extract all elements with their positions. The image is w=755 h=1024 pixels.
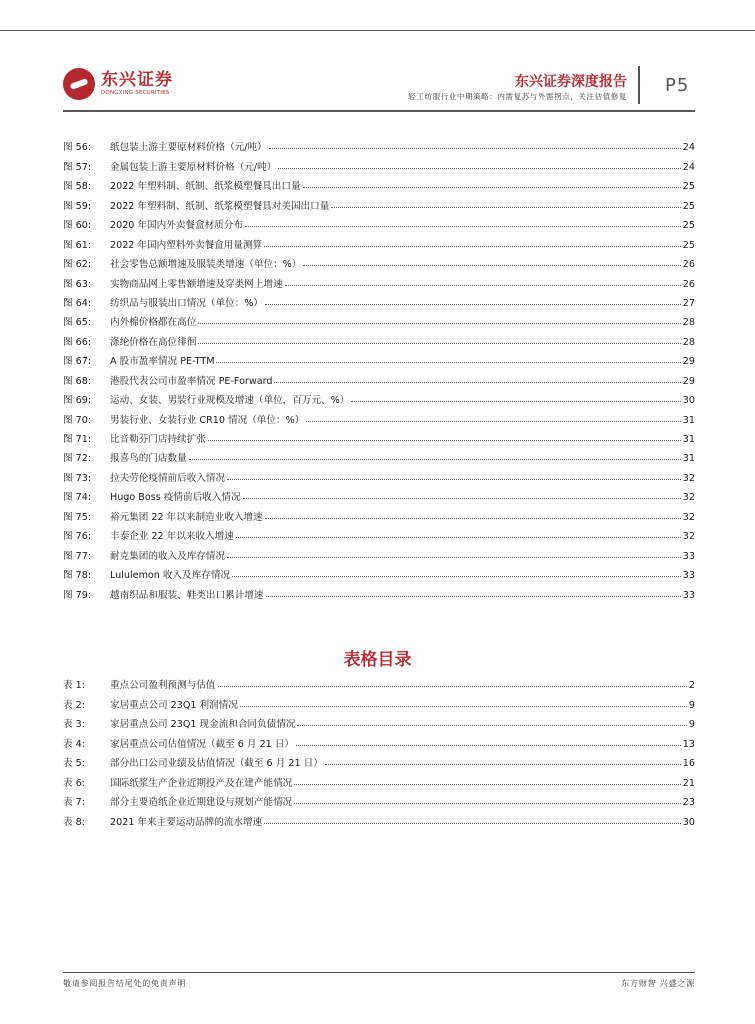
entry-page: 33: [682, 589, 695, 601]
leader-dots: [297, 725, 686, 726]
entry-title: 2022 年塑料制、纸制、纸浆模塑餐具对美国出口量: [110, 200, 330, 212]
tables-heading: 表格目录: [343, 650, 412, 670]
entry-page: 2: [688, 680, 695, 692]
entry-number: 图 70:: [63, 414, 92, 426]
leader-dots: [294, 784, 681, 785]
entry-number: 表 7:: [63, 797, 85, 809]
entry-number: 图 78:: [63, 570, 92, 582]
entry-page: 30: [682, 395, 695, 407]
leader-dots: [265, 518, 681, 519]
entry-number: 表 3:: [63, 719, 85, 731]
table-toc-row[interactable]: [63, 808, 695, 827]
entry-number: 图 62:: [63, 259, 92, 271]
footer-slogan: 东方财智 兴盛之源: [621, 979, 695, 988]
entry-number: 图 60:: [63, 220, 92, 232]
entry-title: 2021 年来主要运动品牌的流水增速: [110, 816, 263, 828]
leader-dots: [232, 576, 681, 577]
entry-title: 男装行业、女装行业 CR10 情况（单位：%）: [110, 414, 305, 426]
entry-page: 25: [682, 200, 695, 212]
leader-dots: [208, 440, 681, 441]
leader-dots: [278, 168, 680, 169]
entry-title: 港股代表公司市盈率情况 PE-Forward: [110, 375, 273, 387]
entry-title: 运动、女装、男装行业规模及增速（单位，百万元、%）: [110, 395, 350, 407]
figure-toc-row[interactable]: [63, 290, 695, 309]
entry-title: 部分主要造纸企业近期建设与规划产能情况: [110, 797, 293, 809]
entry-page: 25: [682, 181, 695, 193]
entry-page: 31: [682, 434, 695, 445]
leader-dots: [236, 537, 681, 538]
entry-number: 图 64:: [63, 297, 92, 309]
figure-toc-row[interactable]: [63, 173, 695, 192]
leader-dots: [198, 323, 680, 324]
figure-toc-row[interactable]: [63, 251, 695, 270]
leader-dots: [303, 187, 681, 188]
entry-title: 比音勒芬门店持续扩张: [110, 434, 206, 445]
table-toc-row[interactable]: [63, 691, 695, 710]
header-divider: [638, 66, 640, 104]
company-logo: [63, 68, 173, 100]
leader-dots: [294, 803, 681, 804]
entry-title: 越南织品和服装、鞋类出口累计增速: [110, 589, 264, 601]
entry-number: 图 68:: [63, 375, 92, 387]
figure-toc-row[interactable]: [63, 153, 695, 172]
entry-page: 21: [682, 777, 695, 789]
entry-page: 9: [688, 719, 695, 731]
figure-toc-row[interactable]: [63, 192, 695, 211]
entry-number: 图 58:: [63, 181, 92, 193]
entry-number: 图 57:: [63, 161, 92, 173]
leader-dots: [303, 265, 680, 266]
leader-dots: [227, 557, 681, 558]
entry-title: 家居重点公司 23Q1 利润情况: [110, 699, 238, 711]
report-title: 东兴证券深度报告: [515, 74, 627, 90]
table-list: [63, 672, 695, 828]
entry-title: 纸包装上游主要原材料价格（元/吨）: [110, 142, 267, 154]
leader-dots: [274, 382, 680, 383]
entry-page: 31: [682, 453, 695, 465]
entry-page: 32: [682, 531, 695, 543]
table-toc-row[interactable]: [63, 672, 695, 691]
leader-dots: [189, 459, 681, 460]
entry-title: 金属包装上游主要原材料价格（元/吨）: [110, 161, 277, 173]
entry-number: 图 73:: [63, 472, 92, 484]
figure-toc-row[interactable]: [63, 484, 695, 503]
figure-toc-row[interactable]: [63, 387, 695, 406]
figure-toc-row[interactable]: [63, 581, 695, 600]
entry-page: 28: [682, 317, 695, 329]
entry-page: 24: [682, 142, 695, 154]
entry-number: 图 63:: [63, 278, 92, 290]
entry-page: 23: [682, 797, 695, 809]
entry-title: 2022 年国内塑料外卖餐盒用量测算: [110, 239, 263, 251]
entry-number: 图 59:: [63, 200, 92, 212]
leader-dots: [306, 421, 680, 422]
table-toc-row[interactable]: [63, 750, 695, 769]
entry-title: A 股市盈率情况 PE-TTM: [110, 356, 215, 368]
entry-title: 社会零售总额增速及服装类增速（单位：%）: [110, 259, 302, 271]
entry-page: 27: [682, 297, 695, 309]
entry-title: 家居重点公司 23Q1 现金流和合同负债情况: [110, 719, 296, 731]
logo-chinese-name: 东兴证券: [101, 70, 173, 90]
entry-page: 32: [682, 492, 695, 504]
entry-page: 28: [682, 336, 695, 348]
entry-page: 30: [682, 816, 695, 828]
leader-dots: [218, 686, 687, 687]
figure-list: [63, 134, 695, 601]
entry-number: 表 1:: [63, 680, 85, 692]
entry-title: 实物商品网上零售额增速及穿类网上增速: [110, 278, 283, 290]
footer-disclaimer: 敬请参阅报告结尾处的免责声明: [63, 979, 187, 988]
leader-dots: [264, 246, 681, 247]
figure-toc-row[interactable]: [63, 426, 695, 445]
entry-number: 图 79:: [63, 589, 92, 601]
entry-page: 31: [682, 414, 695, 426]
entry-title: 裕元集团 22 年以来制造业收入增速: [110, 511, 263, 523]
entry-page: 9: [688, 699, 695, 711]
entry-title: 部分出口公司业绩及估值情况（截至 6 月 21 日）: [110, 758, 323, 770]
entry-number: 图 61:: [63, 239, 92, 251]
figure-toc-row[interactable]: [63, 464, 695, 483]
report-subtitle: 轻工纺服行业中期策略：内需复苏与外需拐点，关注估值修复: [408, 92, 627, 101]
entry-title: 报喜鸟的门店数量: [110, 453, 187, 465]
entry-page: 29: [682, 375, 695, 387]
table-toc-row[interactable]: [63, 711, 695, 730]
leader-dots: [264, 823, 681, 824]
entry-page: 16: [682, 758, 695, 770]
figure-toc-row[interactable]: [63, 542, 695, 561]
figure-toc-row[interactable]: [63, 406, 695, 425]
entry-number: 表 5:: [63, 758, 85, 770]
figure-toc-row[interactable]: [63, 562, 695, 581]
entry-title: 2020 年国内外卖餐盒材质分布: [110, 220, 243, 232]
leader-dots: [325, 764, 681, 765]
leader-dots: [198, 343, 680, 344]
figure-toc-row[interactable]: [63, 523, 695, 542]
entry-number: 图 74:: [63, 492, 92, 504]
entry-page: 32: [682, 472, 695, 484]
entry-number: 表 6:: [63, 777, 85, 789]
leader-dots: [245, 226, 681, 227]
entry-number: 图 69:: [63, 395, 92, 407]
figure-toc-row[interactable]: [63, 445, 695, 464]
entry-title: 重点公司盈利预测与估值: [110, 680, 216, 692]
entry-title: 内外棉价格都在高位: [110, 317, 197, 329]
footer-rule: [63, 972, 695, 973]
entry-page: 24: [682, 161, 695, 173]
entry-number: 图 65:: [63, 317, 92, 329]
table-toc-row[interactable]: [63, 769, 695, 788]
top-rule: [0, 30, 755, 31]
entry-title: 涤纶价格在高位徘徊: [110, 336, 197, 348]
entry-page: 25: [682, 220, 695, 232]
figure-toc-row[interactable]: [63, 348, 695, 367]
figure-toc-row[interactable]: [63, 367, 695, 386]
leader-dots: [216, 362, 680, 363]
leader-dots: [296, 745, 681, 746]
entry-title: 丰泰企业 22 年以来收入增速: [110, 531, 234, 543]
figure-toc-row[interactable]: [63, 270, 695, 289]
figure-toc-row[interactable]: [63, 328, 695, 347]
entry-number: 表 8:: [63, 816, 85, 828]
entry-number: 图 67:: [63, 356, 92, 368]
entry-number: 图 76:: [63, 531, 92, 543]
figure-toc-row[interactable]: [63, 212, 695, 231]
leader-dots: [265, 304, 681, 305]
entry-title: 2022 年塑料制、纸制、纸浆模塑餐具出口量: [110, 181, 301, 193]
entry-page: 33: [682, 570, 695, 582]
entry-title: Hugo Boss 疫情前后收入情况: [110, 492, 241, 504]
entry-page: 33: [682, 550, 695, 562]
figure-toc-row[interactable]: [63, 231, 695, 250]
leader-dots: [243, 498, 681, 499]
leader-dots: [269, 148, 681, 149]
figure-toc-row[interactable]: [63, 309, 695, 328]
entry-title: Lululemon 收入及库存情况: [110, 570, 231, 582]
leader-dots: [266, 596, 681, 597]
logo-mark-icon: [63, 68, 95, 100]
entry-number: 表 4:: [63, 738, 85, 750]
entry-title: 纺织品与服装出口情况（单位：%）: [110, 297, 264, 309]
entry-number: 图 75:: [63, 511, 92, 523]
entry-page: 26: [682, 278, 695, 290]
entry-page: 29: [682, 356, 695, 368]
entry-title: 拉夫劳伦疫情前后收入情况: [110, 472, 226, 484]
entry-number: 表 2:: [63, 699, 85, 711]
entry-number: 图 71:: [63, 434, 92, 445]
page-number: P5: [665, 75, 690, 96]
entry-title: 耐克集团的收入及库存情况: [110, 550, 226, 562]
logo-english-name: DONGXING SECURITIES: [101, 90, 170, 96]
entry-number: 图 66:: [63, 336, 92, 348]
figure-toc-row[interactable]: [63, 503, 695, 522]
leader-dots: [285, 285, 681, 286]
entry-page: 25: [682, 239, 695, 251]
entry-page: 32: [682, 511, 695, 523]
entry-title: 家居重点公司估值情况（截至 6 月 21 日）: [110, 738, 295, 750]
figure-toc-row[interactable]: [63, 134, 695, 153]
table-toc-row[interactable]: [63, 789, 695, 808]
table-toc-row[interactable]: [63, 730, 695, 749]
leader-dots: [351, 401, 680, 402]
entry-number: 图 77:: [63, 550, 92, 562]
header-rule: [63, 110, 695, 112]
entry-number: 图 56:: [63, 142, 92, 154]
entry-number: 图 72:: [63, 453, 92, 465]
leader-dots: [227, 479, 681, 480]
entry-page: 13: [682, 738, 695, 750]
leader-dots: [240, 706, 687, 707]
leader-dots: [331, 207, 680, 208]
entry-title: 国际纸浆生产企业近期投产及在建产能情况: [110, 777, 293, 789]
entry-page: 26: [682, 259, 695, 271]
